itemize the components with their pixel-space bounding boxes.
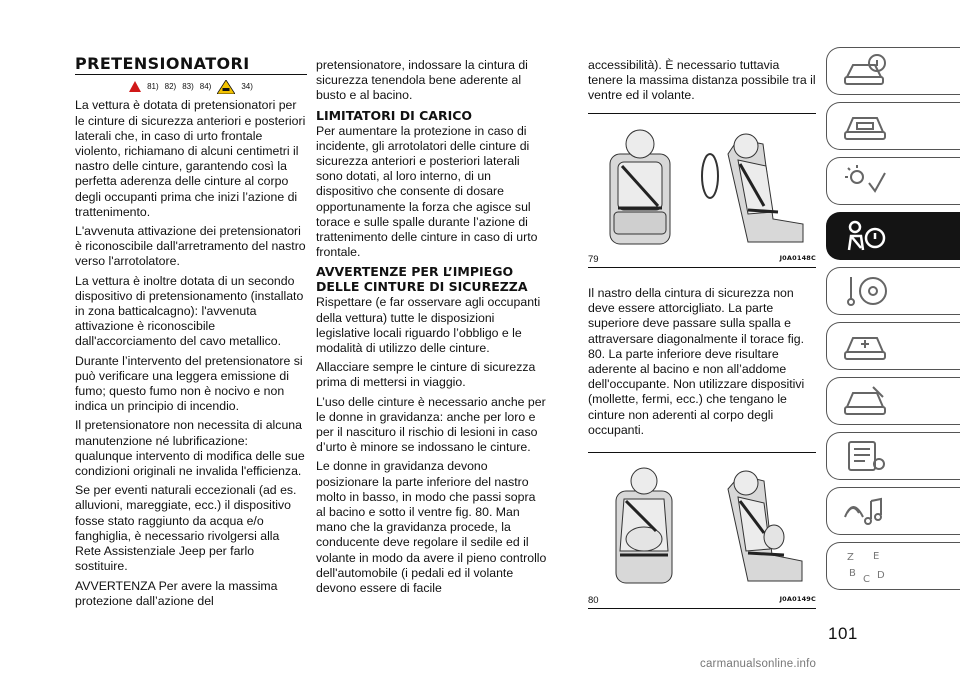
svg-text:Z: Z <box>847 552 854 563</box>
figure-caption <box>588 254 816 268</box>
paragraph: Durante l’intervento del pretensionatore si può verificare una leggera emissione di fumo; questo fumo non è nocivo e non indica un principio di incendio. <box>75 353 303 414</box>
middle-column <box>316 58 548 600</box>
figure-code: J0A0149C <box>779 595 816 603</box>
tab-safety[interactable] <box>826 212 960 260</box>
section-title: PRETENSIONATORI <box>75 54 250 73</box>
svg-text:B: B <box>849 568 856 579</box>
paragraph: accessibilità). È necessario tuttavia tenere la massima distanza possibile tra il ventre ed il volante. <box>588 58 816 103</box>
tab-emergency[interactable] <box>826 322 960 370</box>
multimedia-icon <box>843 493 889 529</box>
tab-index[interactable] <box>826 542 960 590</box>
figure-code: J0A0148C <box>779 254 816 262</box>
warning-ref: 34) <box>241 82 253 92</box>
heading-seatbelt-warnings: AVVERTENZE PER L’IMPIEGO DELLE CINTURE DI SICUREZZA <box>316 264 528 295</box>
svg-text:E: E <box>873 551 880 562</box>
title-rule <box>75 74 307 75</box>
paragraph: L'avvenuta attivazione dei pretensionatori è riconoscibile dall'arretramento del nastro verso l'arrotolatore. <box>75 224 306 269</box>
caution-triangle-icon <box>217 80 235 94</box>
paragraph: La vettura è inoltre dotata di un secondo dispositivo di pretensionamento (installato in zona batticalcagno): l'avvenuta attivazione è riconoscibile dall'accorciamento del cavo metallico. <box>75 273 304 349</box>
right-column-middle <box>588 286 816 442</box>
heading-load-limiters: LIMITATORI DI CARICO <box>316 107 473 123</box>
safety-seatbelt-icon <box>843 218 889 254</box>
seatbelt-illustration <box>588 114 816 254</box>
paragraph: L’uso delle cinture è necessario anche per le donne in gravidanza: anche per loro e per il nascituro il rischio di lesioni in caso d’urto è minore se indossano le cinture. <box>316 394 546 455</box>
paragraph: Il pretensionatore non necessita di alcuna manutenzione né lubrificazione: qualunque intervento di modifica delle sue condizioni originali ne invalida l'efficienza. <box>75 418 305 479</box>
lights-controls-icon <box>843 163 889 199</box>
svg-text:C: C <box>863 574 870 584</box>
paragraph: La vettura è dotata di pretensionatori per le cinture di sicurezza anteriori e posteriori laterali che, in caso di urto frontale violento, richiamano di alcuni centimetri il nastro delle cinture, garantendo così la perfetta aderenza delle cinture al corpo degli occupanti prima che inizi l’azione di trattenimento. <box>75 98 306 219</box>
paragraph: Rispettare (e far osservare agli occupanti della vettura) tutte le disposizioni legislative locali riguardo l’obbligo e le modalità di utilizzo delle cinture. <box>316 295 541 356</box>
tab-car-info[interactable] <box>826 47 960 95</box>
danger-triangle-icon <box>129 81 141 92</box>
car-info-icon <box>843 53 889 89</box>
tab-technical-data[interactable] <box>826 432 960 480</box>
figure-79 <box>588 113 816 273</box>
warning-ref: 81) <box>147 82 159 92</box>
paragraph: Se per eventi naturali eccezionali (ad es. alluvioni, mareggiate, ecc.) il dispositivo fosse stato raggiunto da acqua e/o fanghiglia, è necessario rivolgersi alla Rete Assistenziale Jeep per farlo sostituire. <box>75 483 297 574</box>
warning-ref: 82) <box>164 82 177 92</box>
warning-ref: 83) <box>182 82 194 92</box>
tab-maintenance[interactable] <box>826 377 960 425</box>
watermark: carmanualsonline.info <box>700 658 817 670</box>
paragraph: AVVERTENZA Per avere la massima protezione dall’azione del <box>75 578 278 608</box>
paragraph: Allacciare sempre le cinture di sicurezza prima di mettersi in viaggio. <box>316 360 536 390</box>
page-number: 101 <box>828 624 858 643</box>
left-column <box>75 56 307 613</box>
warning-ref: 84) <box>199 82 212 92</box>
tab-starting-driving[interactable] <box>826 267 960 315</box>
svg-text:D: D <box>877 570 885 581</box>
technical-data-icon <box>843 438 889 474</box>
tab-multimedia[interactable] <box>826 487 960 535</box>
figure-number: 79 <box>588 254 599 265</box>
emergency-icon <box>843 328 889 364</box>
paragraph: Le donne in gravidanza devono posizionare la parte inferiore del nastro molto in basso, in modo che passi sopra al bacino e sotto il ventre fig. 80. Man mano che la gravidanza procede, la conducente deve regolare il sedile ed il volante in modo da avere il pieno controllo dell'automobile (i pedali ed il volante devono essere di facile <box>316 459 547 596</box>
figure-caption <box>588 595 816 609</box>
paragraph: Per aumentare la protezione in caso di incidente, gli arrotolatori delle cinture di sicurezza anteriori e posteriori laterali sono dotati, al loro interno, di un dispositivo che consente di dosare opportunamente la forza che agisce sul torace e sulle spalle durante l’azione di trattenimento delle cinture in caso di urto frontale. <box>316 123 538 260</box>
tab-dashboard[interactable] <box>826 102 960 150</box>
figure-number: 80 <box>588 595 599 606</box>
chapter-tabs <box>826 47 960 597</box>
pregnancy-seatbelt-illustration <box>588 453 816 595</box>
right-column-top <box>588 58 816 108</box>
paragraph: pretensionatore, indossare la cintura di sicurezza tenendola bene aderente al busto e al bacino. <box>316 58 528 103</box>
figure-80 <box>588 452 816 614</box>
warning-refs <box>75 79 307 94</box>
starting-driving-icon <box>843 273 889 309</box>
paragraph: Il nastro della cintura di sicurezza non deve essere attorcigliato. La parte superiore deve passare sulla spalla e attraversare diagonalmente il torace fig. 80. La parte inferiore deve risultare aderente al bacino e non all’addome dell'occupante. Non utilizzare dispositivi (mollette, fermi, ecc.) che tengano le cinture non aderenti al corpo degli occupanti. <box>588 286 805 437</box>
car-dashboard-icon <box>843 108 889 144</box>
tab-lights[interactable] <box>826 157 960 205</box>
index-icon <box>843 548 889 584</box>
maintenance-icon <box>843 383 889 419</box>
